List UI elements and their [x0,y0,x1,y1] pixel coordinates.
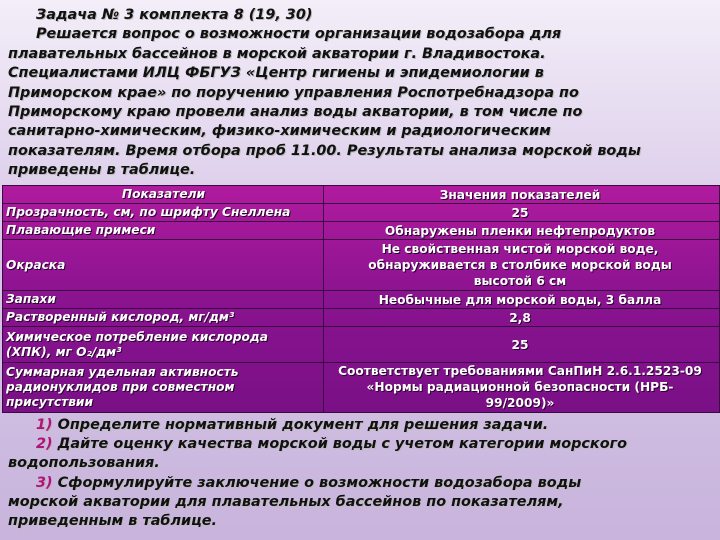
question-text-line: приведенным в таблице. [8,513,217,530]
question-number: 3) [36,474,53,491]
indicator-cell: Плавающие примеси [6,223,156,237]
value-cell [321,363,719,411]
indicator-cell [3,363,321,411]
value-line: Не свойственная чистой морской воде, [381,242,659,256]
question-text-line: морской акватории для плавательных бассейнов по показателям, [8,493,564,510]
indicator-line: присутствии [6,394,93,409]
table-header-row [3,186,719,203]
value-line: высотой 6 см [473,274,567,288]
table-row [3,222,719,239]
results-table [2,185,720,413]
value-cell: Необычные для морской воды, 3 балла [378,292,662,307]
question-number: 1) [36,417,53,433]
table-row [3,291,719,308]
value-line: Соответствует требованиями СанПиН 2.6.1.2523-09 [338,364,702,378]
question-number: 2) [36,436,53,453]
task-text-line: Приморском крае» по поручению управления Роспотребнадзора по [8,84,579,101]
indicator-line: Суммарная удельная активность [6,364,239,379]
indicator-cell: Окраска [6,257,66,272]
header-indicators: Показатели [121,187,206,201]
task-description [8,6,714,181]
value-cell [321,240,719,290]
task-text-line: приведены в таблице. [8,162,196,179]
task-text-line: показателям. Время отбора проб 11.00. Результаты анализа морской воды [8,142,641,159]
indicator-cell: Растворенный кислород, мг/дм³ [6,310,235,324]
value-line: «Нормы радиационной безопасности (НРБ- [366,380,674,394]
question-text: Определите нормативный документ для решения задачи. [57,417,549,433]
value-cell: 25 [511,337,529,352]
indicator-cell [3,327,321,362]
task-text-line: Приморскому краю провели анализ воды акватории, в том числе по [8,104,583,121]
table-row [3,309,719,326]
task-text-line: плавательных бассейнов в морской акватории г. Владивостока. [8,45,546,62]
indicator-line: Химическое потребление кислорода [6,329,268,344]
task-title: Задача № 3 комплекта 8 (19, 30) [36,7,313,23]
indicator-line: радионуклидов при совместном [6,379,235,394]
task-text-line: санитарно-химическим, физико-химическим и радиологическим [8,123,551,140]
question-1 [8,416,714,435]
value-cell: 2,8 [509,310,531,325]
task-text-line: Решается вопрос о возможности организации водозабора для [36,26,562,43]
task-questions [8,416,714,531]
question-3 [8,474,714,493]
task-text-line: Специалистами ИЛЦ ФБГУЗ «Центр гигиены и эпидемиологии в [8,65,544,82]
indicator-line: (ХПК), мг О₂/дм³ [6,344,122,359]
table-row [3,204,719,221]
table-row [3,240,719,290]
indicator-cell: Прозрачность, см, по шрифту Снеллена [6,205,291,219]
value-cell: Обнаружены пленки нефтепродуктов [384,223,656,238]
question-2 [8,435,714,454]
value-line: 99/2009)» [485,396,555,410]
value-line: обнаруживается в столбике морской воды [368,258,672,272]
header-values: Значения показателей [439,187,601,202]
table-row [3,327,719,362]
question-text: Сформулируйте заключение о возможности водозабора воды [57,474,582,491]
value-cell: 25 [511,205,529,220]
question-text: Дайте оценку качества морской воды с учетом категории морского [57,436,627,453]
indicator-cell: Запахи [6,292,56,306]
table-row [3,363,719,411]
question-text-line: водопользования. [8,455,160,472]
